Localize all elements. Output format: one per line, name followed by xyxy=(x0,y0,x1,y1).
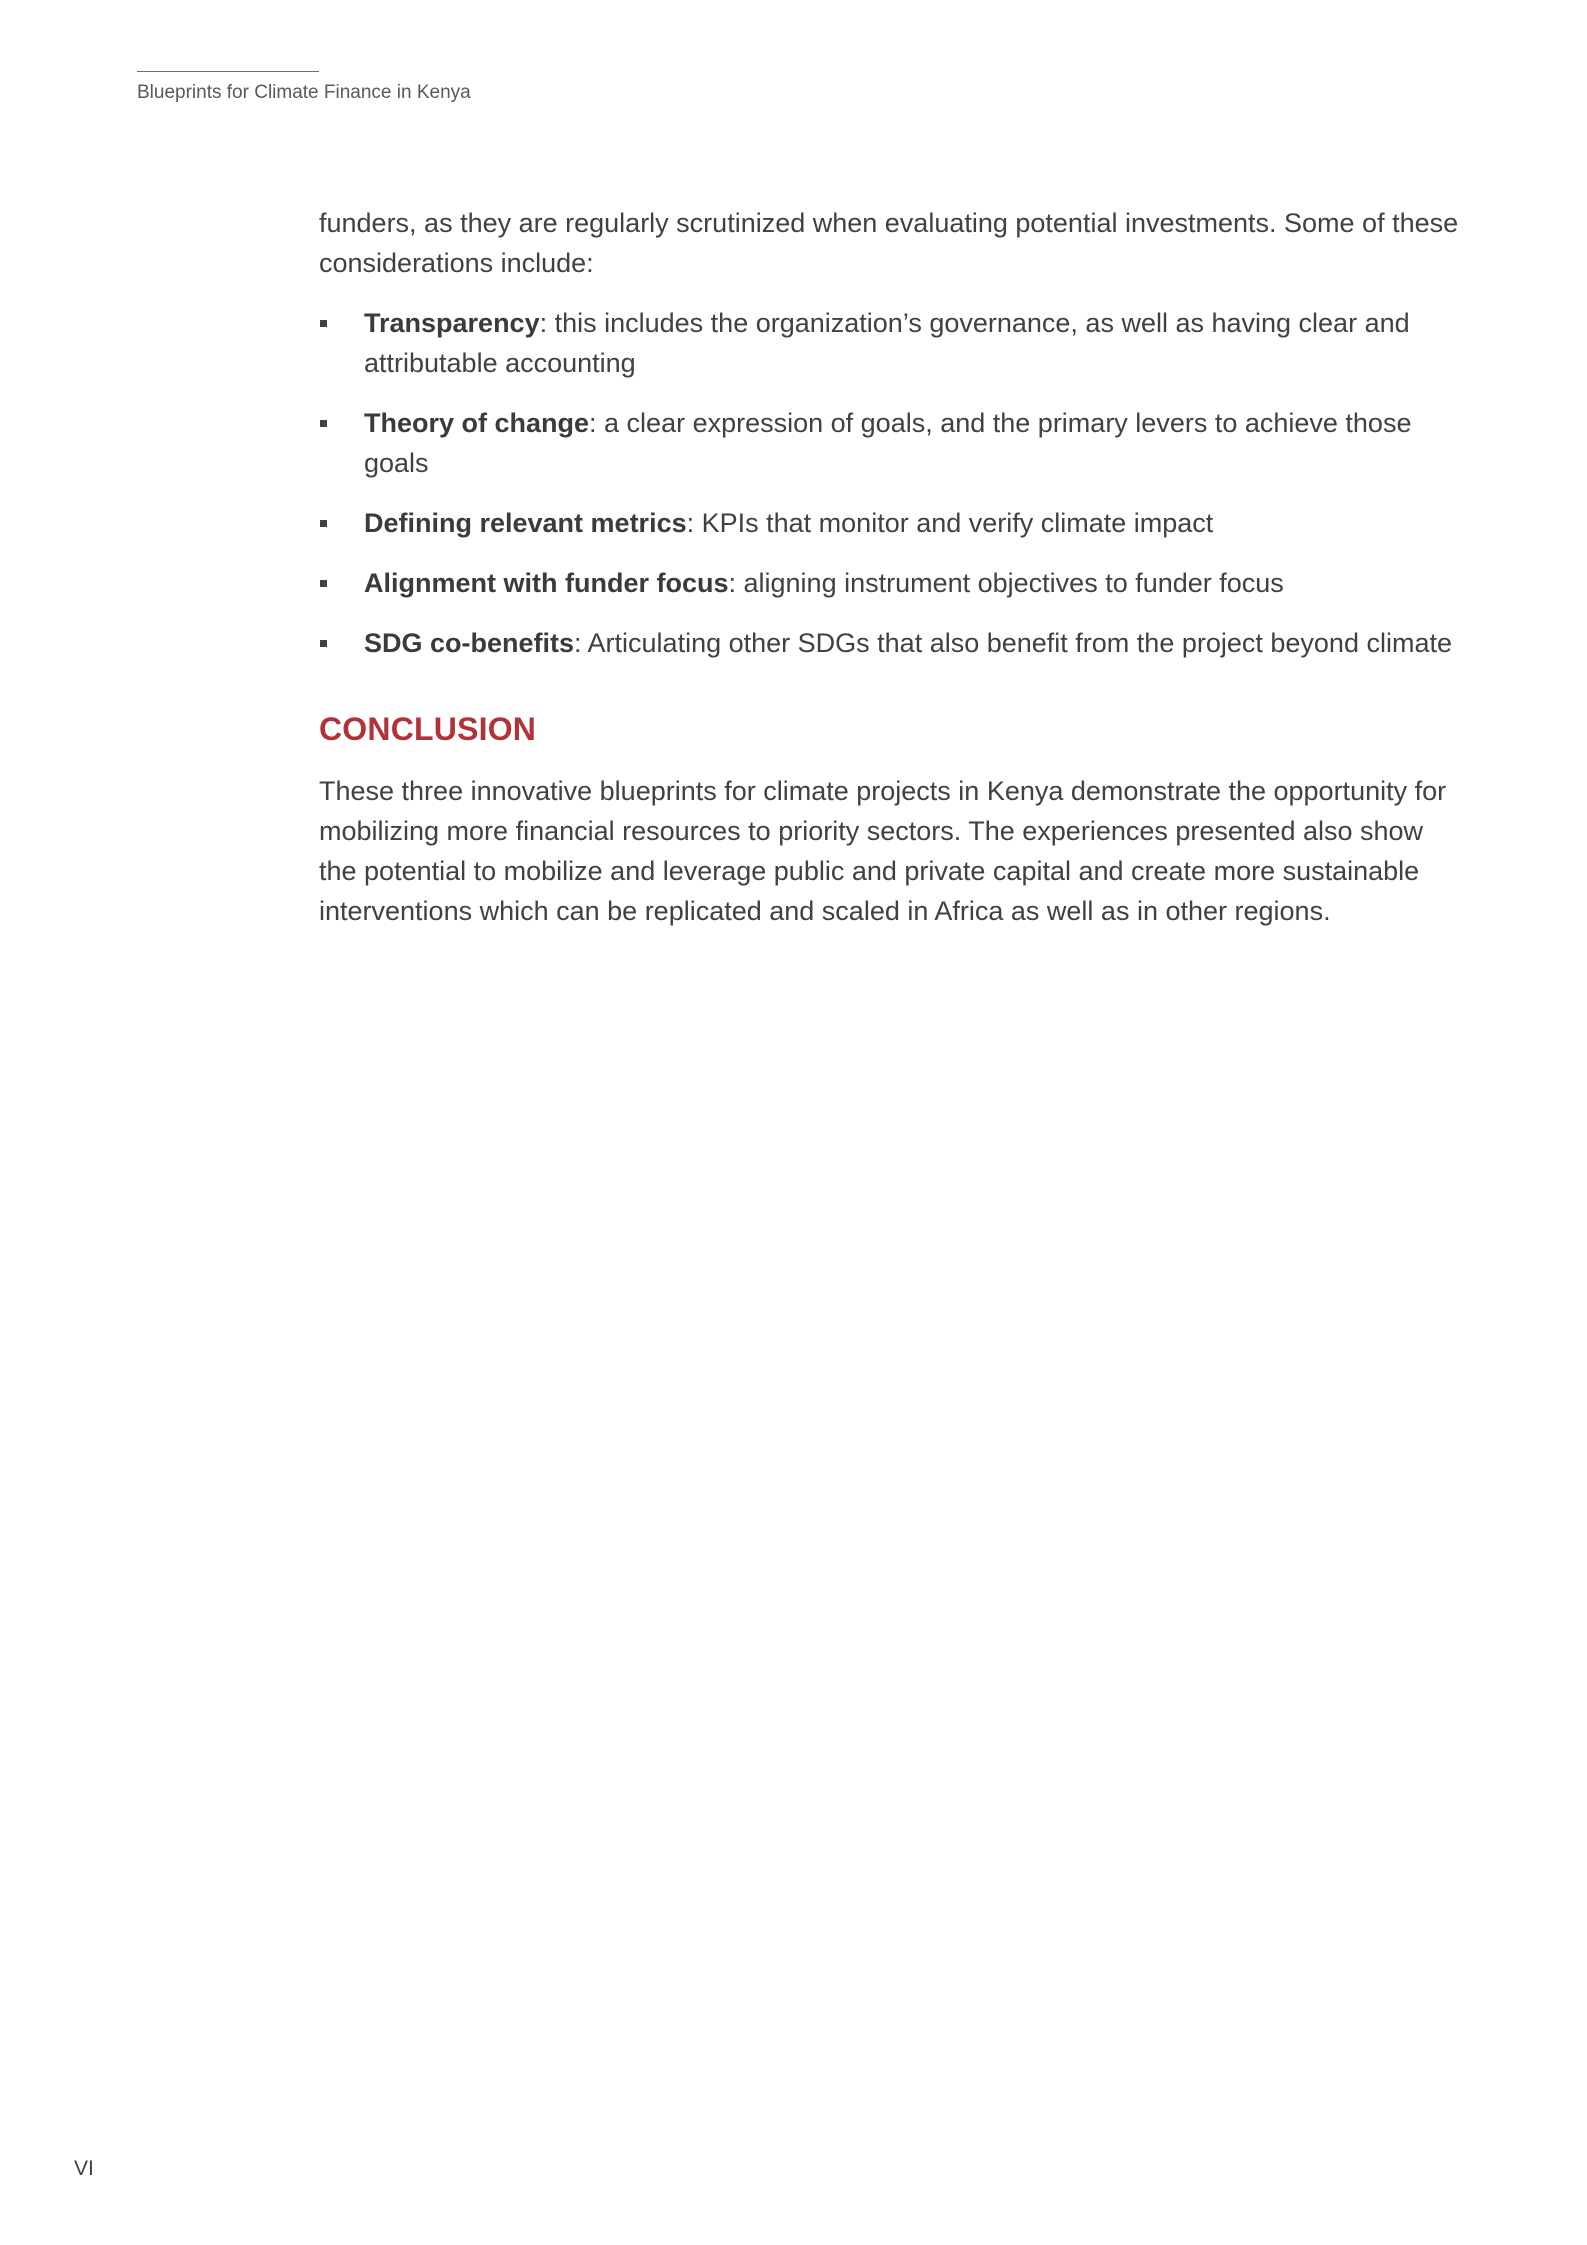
list-item xyxy=(319,303,1459,383)
considerations-list xyxy=(319,303,1459,663)
conclusion-heading: CONCLUSION xyxy=(319,711,537,747)
list-item xyxy=(319,563,1459,603)
list-item xyxy=(319,503,1459,543)
list-item-description: : Articulating other SDGs that also benefit from the project beyond climate xyxy=(574,628,1452,658)
header-rule xyxy=(137,71,319,72)
page-number: VI xyxy=(74,2157,94,2180)
conclusion-paragraph: These three innovative blueprints for climate projects in Kenya demonstrate the opportunity for mobilizing more financial resources to priority sectors. The experiences presented also show the potential to mobilize and leverage public and private capital and create more sustainable interventions which can be replicated and scaled in Africa as well as in other regions. xyxy=(319,776,1447,926)
list-item-description: : this includes the organization’s governance, as well as having clear and attributable accounting xyxy=(364,308,1410,378)
list-item-term: Alignment with funder focus xyxy=(364,568,729,598)
list-item-term: SDG co-benefits xyxy=(364,628,575,658)
intro-paragraph: funders, as they are regularly scrutinized when evaluating potential investments. Some of these considerations include: xyxy=(319,208,1459,278)
list-item-description: : KPIs that monitor and verify climate impact xyxy=(686,508,1214,538)
list-item-term: Theory of change xyxy=(364,408,590,438)
running-header: Blueprints for Climate Finance in Kenya xyxy=(137,82,471,103)
list-item-description: : a clear expression of goals, and the primary levers to achieve those goals xyxy=(364,408,1412,478)
list-item-term: Transparency xyxy=(364,308,540,338)
list-item-description: : aligning instrument objectives to funder focus xyxy=(728,568,1284,598)
page-body xyxy=(319,203,1459,931)
list-item xyxy=(319,403,1459,483)
list-item-term: Defining relevant metrics xyxy=(364,508,687,538)
list-item xyxy=(319,623,1459,663)
